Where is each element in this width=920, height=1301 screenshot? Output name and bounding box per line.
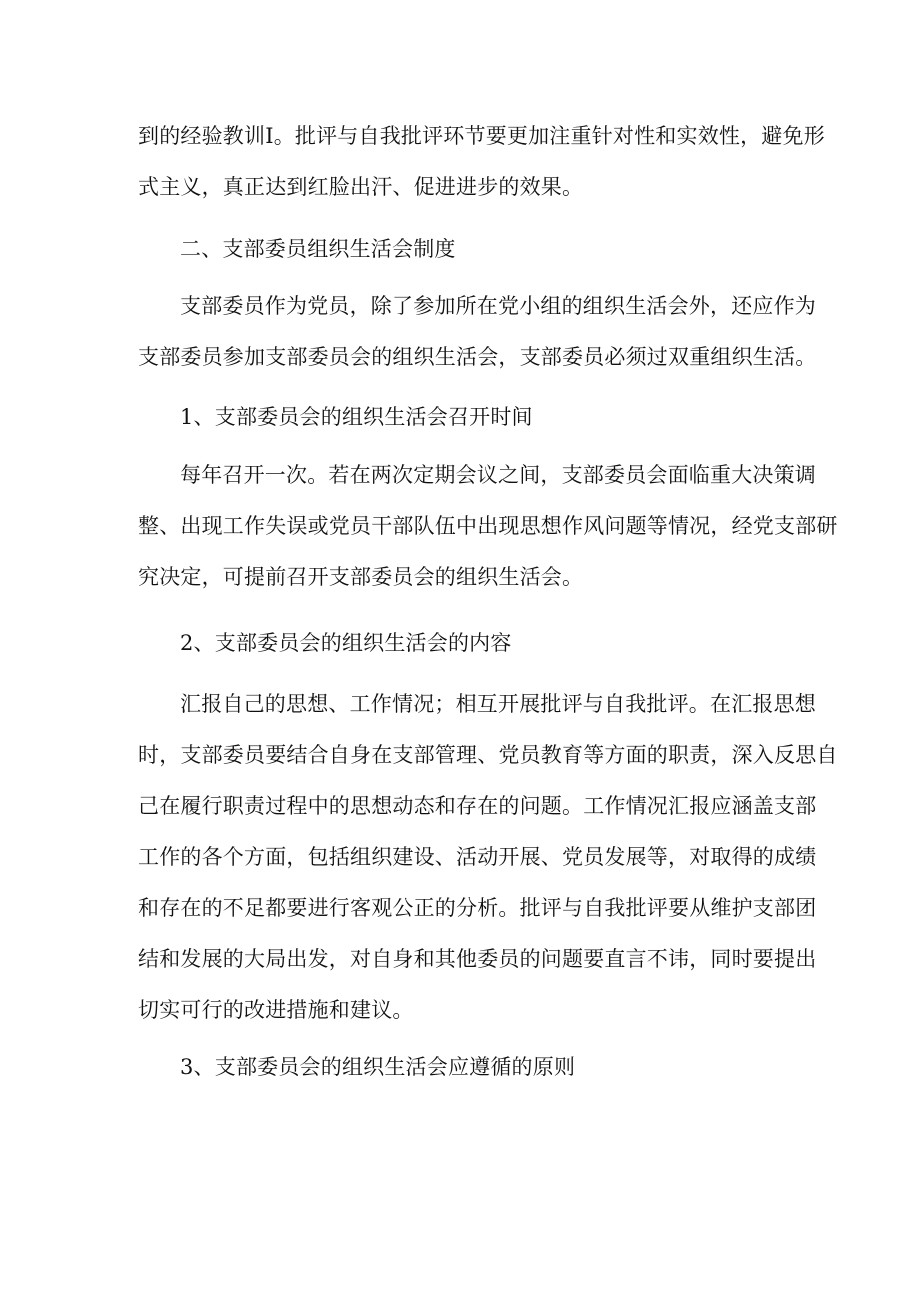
paragraph-4-line-7: 切实可行的改进措施和建议。 (138, 998, 414, 1022)
item-1-heading: 1、支部委员会的组织生活会召开时间 (180, 405, 533, 429)
paragraph-4-line-5: 和存在的不足都要进行客观公正的分析。批评与自我批评要从维护支部团 (138, 896, 817, 920)
section-2-heading: 二、支部委员组织生活会制度 (180, 237, 456, 261)
paragraph-3-line-3: 究决定，可提前召开支部委员会的组织生活会。 (138, 565, 584, 589)
paragraph-3-line-1: 每年召开一次。若在两次定期会议之间，支部委员会面临重大决策调 (180, 463, 816, 487)
paragraph-1-line-1: 到的经验教训I。批评与自我批评环节要更加注重针对性和实效性，避免形 (138, 124, 825, 148)
item-2-heading: 2、支部委员会的组织生活会的内容 (180, 631, 512, 655)
paragraph-2-line-2: 支部委员参加支部委员会的组织生活会，支部委员必须过双重组织生活。 (138, 345, 817, 369)
paragraph-2-line-1: 支部委员作为党员，除了参加所在党小组的组织生活会外，还应作为 (180, 294, 816, 318)
paragraph-1-line-2: 式主义，真正达到红脸出汗、促进进步的效果。 (138, 175, 584, 199)
paragraph-4-line-1: 汇报自己的思想、工作情况；相互开展批评与自我批评。在汇报思想 (180, 692, 816, 716)
paragraph-4-line-2: 时，支部委员要结合自身在支部管理、党员教育等方面的职责，深入反思自 (138, 743, 838, 767)
paragraph-4-line-3: 己在履行职责过程中的思想动态和存在的问题。工作情况汇报应涵盖支部 (138, 794, 817, 818)
item-3-heading: 3、支部委员会的组织生活会应遵循的原则 (180, 1055, 576, 1079)
paragraph-4-line-6: 结和发展的大局出发，对自身和其他委员的问题要直言不讳，同时要提出 (138, 947, 817, 971)
paragraph-3-line-2: 整、出现工作失误或党员干部队伍中出现思想作风问题等情况，经党支部研 (138, 514, 838, 538)
paragraph-4-line-4: 工作的各个方面，包括组织建设、活动开展、党员发展等，对取得的成绩 (138, 845, 817, 869)
